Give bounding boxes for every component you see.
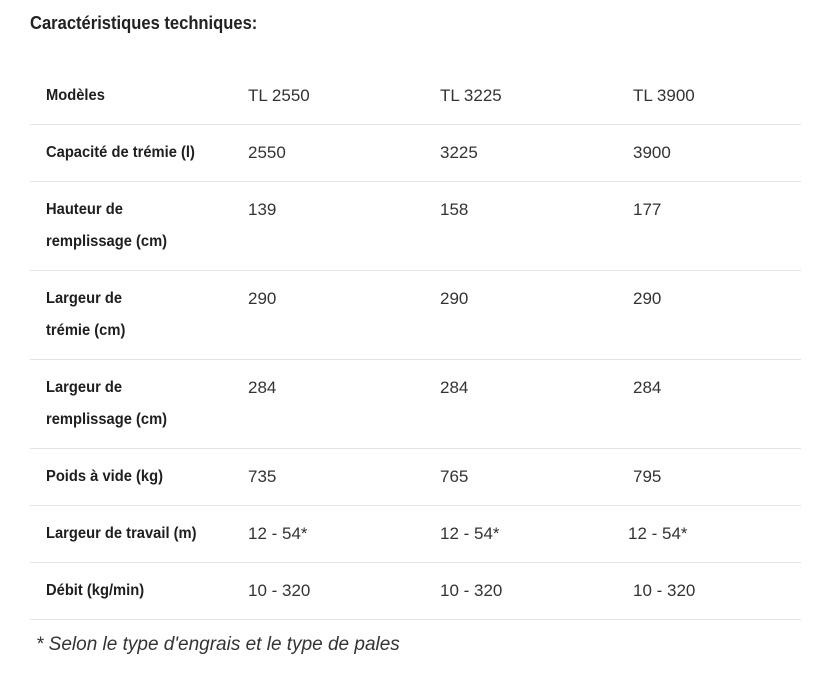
table-cell: 3900	[633, 143, 671, 162]
table-cell: 12 - 54*	[248, 524, 308, 543]
row-label-line: Hauteur de	[46, 201, 123, 218]
table-cell: 2550	[248, 143, 286, 162]
table-cell: 765	[440, 467, 469, 486]
table-cell: TL 3225	[440, 86, 502, 105]
footnote: * Selon le type d'engrais et le type de pales	[36, 634, 400, 655]
table-cell: 12 - 54*	[440, 524, 500, 543]
specifications-table	[30, 68, 801, 620]
table-cell: 290	[248, 289, 277, 308]
row-label	[46, 372, 167, 436]
table-cell: 12 - 54*	[628, 524, 688, 543]
row-label: Modèles	[46, 87, 105, 104]
table-cell: 284	[440, 378, 469, 397]
table-row-hopper-width	[30, 271, 801, 360]
table-cell: 3225	[440, 143, 478, 162]
table-cell: 284	[248, 378, 277, 397]
table-row-working-width	[30, 506, 801, 563]
row-label	[46, 194, 167, 258]
table-cell: 10 - 320	[248, 581, 311, 600]
table-cell: 139	[248, 200, 277, 219]
table-cell: TL 3900	[633, 86, 695, 105]
row-label: Débit (kg/min)	[46, 582, 145, 599]
row-label: Capacité de trémie (l)	[46, 144, 195, 161]
table-cell: 290	[633, 289, 662, 308]
row-label-line: Largeur de	[46, 290, 123, 307]
table-cell: 284	[633, 378, 662, 397]
row-label-line: Largeur de	[46, 379, 123, 396]
row-label-line: remplissage (cm)	[46, 233, 168, 250]
table-cell: TL 2550	[248, 86, 310, 105]
table-row-flow-rate	[30, 563, 801, 620]
row-label-line: remplissage (cm)	[46, 411, 168, 428]
table-cell: 795	[633, 467, 662, 486]
table-cell: 735	[248, 467, 277, 486]
table-row-models	[30, 68, 801, 125]
table-cell: 290	[440, 289, 469, 308]
row-label: Largeur de travail (m)	[46, 525, 197, 542]
row-label: Poids à vide (kg)	[46, 468, 163, 485]
table-row-hopper-capacity	[30, 125, 801, 182]
table-row-filling-height	[30, 182, 801, 271]
table-cell: 158	[440, 200, 469, 219]
row-label-line: trémie (cm)	[46, 322, 126, 339]
table-row-filling-width	[30, 360, 801, 449]
row-label	[46, 283, 125, 347]
table-cell: 10 - 320	[440, 581, 503, 600]
table-cell: 10 - 320	[633, 581, 696, 600]
table-row-empty-weight	[30, 449, 801, 506]
table-cell: 177	[633, 200, 662, 219]
section-heading: Caractéristiques techniques:	[30, 13, 258, 33]
